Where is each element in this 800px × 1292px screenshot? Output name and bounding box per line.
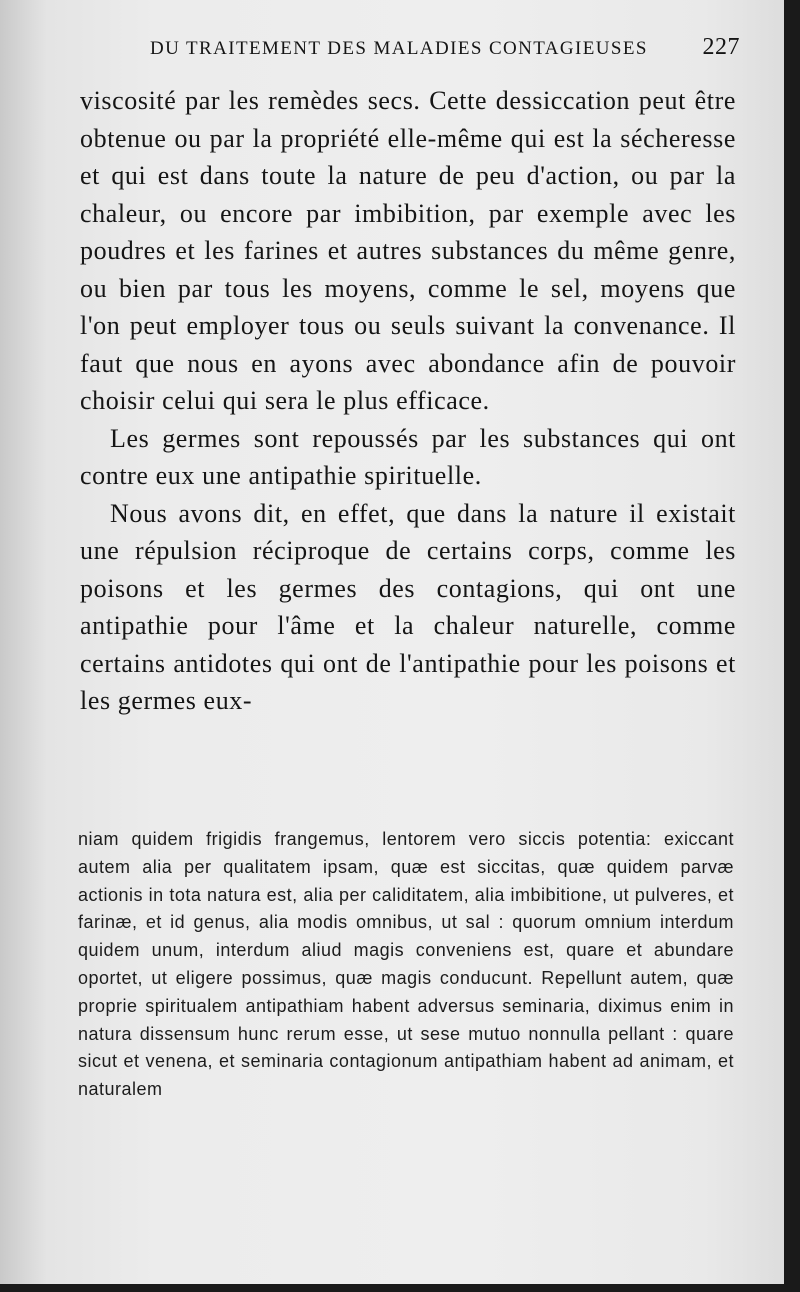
paragraph-2: Les germes sont repoussés par les substances qui ont contre eux une antipathie spirituelle.	[80, 423, 736, 490]
footnote-text: niam quidem frigidis frangemus, lentorem vero siccis potentia: exiccant autem alia per qualitatem ipsam, quæ est siccitas, quæ quidem parvæ actionis in tota natura est, alia per caliditatem, alia imbibitione, ut pulveres, et farinæ, et id genus, alia modis omnibus, ut sal : quorum omnium interdum quidem unum, interdum aliud magis conveniens est, quare et abundare oportet, ut eligere possimus, quæ magis conducunt. Repellunt autem, quæ proprie spiritualem antipathiam habent adversus seminaria, diximus enim in natura dissensum hunc rerum esse, ut sese mutuo nonnulla pellant : quare sicut et venena, et seminaria contagionum antipathiam habent ad animam, et naturalem	[78, 829, 734, 1100]
latin-footnote	[78, 826, 734, 1104]
page-number: 227	[702, 34, 740, 60]
paragraph-1: viscosité par les remèdes secs. Cette dessiccation peut être obtenue ou par la propriété elle-même qui est la sécheresse et qui est dans toute la nature de peu d'action, ou par la chaleur, ou encore par imbibition, par exemple avec les poudres et les farines et autres substances du même genre, ou bien par tous les moyens, comme le sel, moyens que l'on peut employer tous ou seuls suivant la convenance. Il faut que nous en ayons avec abondance afin de pouvoir choisir celui qui sera le plus efficace.	[80, 86, 736, 415]
paragraph-3: Nous avons dit, en effet, que dans la nature il existait une répulsion réciproque de certains corps, comme les poisons et les germes des contagions, qui ont une antipathie pour l'âme et la chaleur naturelle, comme certains antidotes qui ont de l'antipathie pour les poisons et les germes eux-	[80, 498, 736, 715]
running-header	[150, 34, 740, 61]
running-title: DU TRAITEMENT DES MALADIES CONTAGIEUSES	[150, 38, 648, 59]
main-text	[80, 82, 736, 720]
